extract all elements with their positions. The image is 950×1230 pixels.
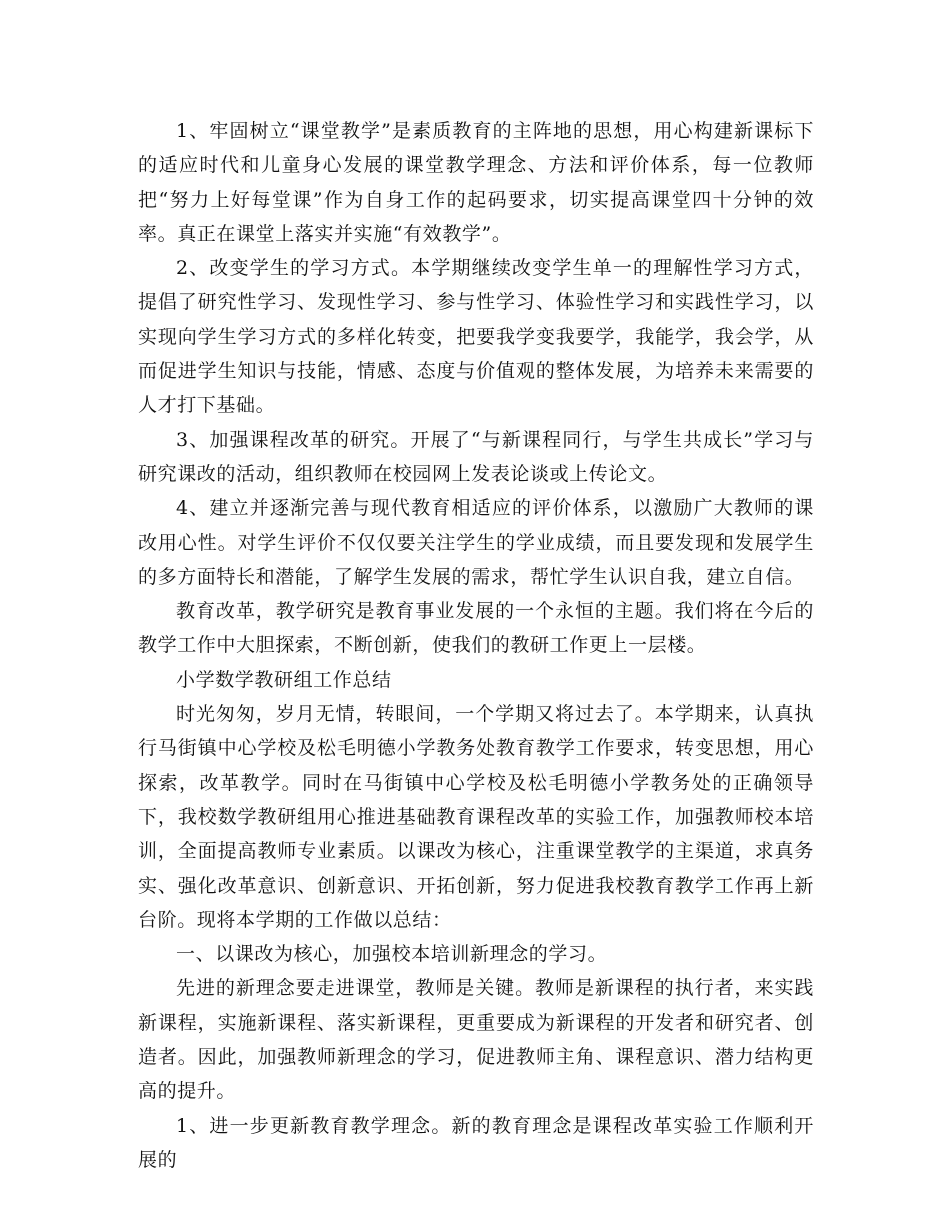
paragraph-learning-methods: 2、改变学生的学习方式。本学期继续改变学生单一的理解性学习方式，提倡了研究性学习、发现性学习、参与性学习、体验性学习和实践性学习，以实现向学生学习方式的多样化转变，把要我学变我要学，我能学，我会学，从而促进学生知识与技能，情感、态度与价值观的整体发展，为培养未来需要的人才打下基础。	[138, 257, 814, 417]
paragraph-classroom-teaching: 1、牢固树立“课堂教学”是素质教育的主阵地的思想，用心构建新课标下的适应时代和儿童身心发展的课堂教学理念、方法和评价体系，每一位教师把“努力上好每堂课”作为自身工作的起码要求，切实提高课堂四十分钟的效率。真正在课堂上落实并实施“有效教学”。	[138, 120, 814, 245]
paragraph-semester-summary: 时光匆匆，岁月无情，转眼间，一个学期又将过去了。本学期来，认真执行马街镇中心学校及松毛明德小学教务处教育教学工作要求，转变思想，用心探索，改革教学。同时在马街镇中心学校及松毛明德小学教务处的正确领导下，我校数学教研组用心推进基础教育课程改革的实验工作，加强教师校本培训，全面提高教师专业素质。以课改为核心，注重课堂教学的主渠道，求真务实、强化改革意识、创新意识、开拓创新，努力促进我校教育教学工作再上新台阶。现将本学期的工作做以总结：	[138, 703, 814, 931]
paragraph-education-reform: 教育改革，教学研究是教育事业发展的一个永恒的主题。我们将在今后的教学工作中大胆探索，不断创新，使我们的教研工作更上一层楼。	[138, 600, 814, 657]
document-page	[138, 114, 814, 1177]
paragraph-evaluation-system: 4、建立并逐渐完善与现代教育相适应的评价体系，以激励广大教师的课改用心性。对学生评价不仅仅要关注学生的学业成绩，而且要发现和发展学生的多方面特长和潜能，了解学生发展的需求，帮忙学生认识自我，建立自信。	[138, 497, 814, 588]
paragraph-new-concepts: 先进的新理念要走进课堂，教师是关键。教师是新课程的执行者，来实践新课程，实施新课程、落实新课程，更重要成为新课程的开发者和研究者、创造者。因此，加强教师新理念的学习，促进教师主角、课程意识、潜力结构更高的提升。	[138, 977, 814, 1103]
section-heading-one: 一、以课改为核心，加强校本培训新理念的学习。	[176, 943, 608, 966]
paragraph-update-concepts: 1、进一步更新教育教学理念。新的教育理念是课程改革实验工作顺利开展的	[138, 1114, 814, 1171]
paragraph-curriculum-research: 3、加强课程改革的研究。开展了“与新课程同行，与学生共成长”学习与研究课改的活动，组织教师在校园网上发表论谈或上传论文。	[138, 428, 814, 485]
section-title: 小学数学教研组工作总结	[176, 668, 392, 691]
